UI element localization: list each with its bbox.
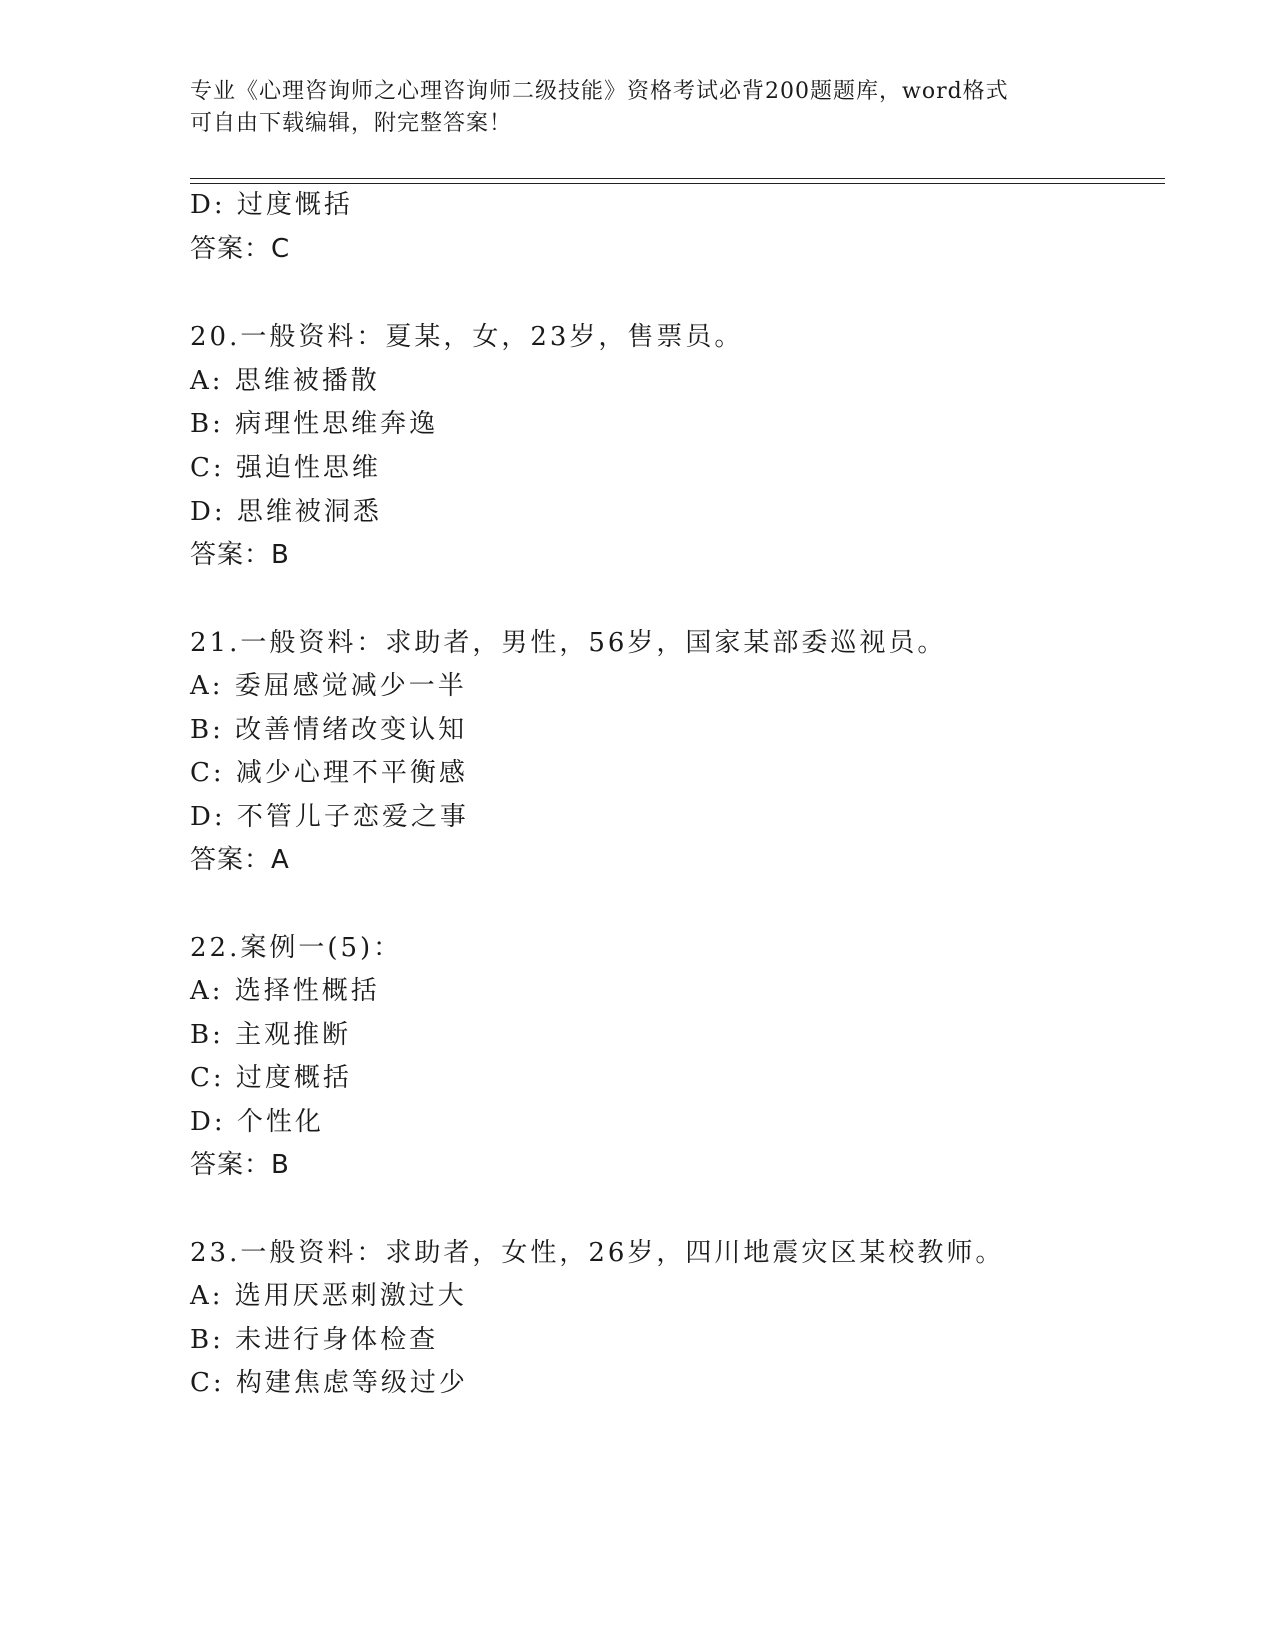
option-b: B: 未进行身体检查 [190, 1325, 439, 1355]
answer-line: 答案：C [190, 234, 291, 264]
option-b: B: 主观推断 [190, 1020, 352, 1050]
option-a: A: 思维被播散 [190, 366, 380, 396]
option-d: D: 思维被洞悉 [190, 497, 382, 527]
option-a: A: 委屈感觉减少一半 [190, 671, 467, 701]
option-c: C: 构建焦虑等级过少 [190, 1368, 468, 1398]
question-stem: 21.一般资料：求助者，男性，56岁，国家某部委巡视员。 [190, 628, 947, 658]
header-divider-top [190, 178, 1165, 179]
answer-line: 答案：B [190, 540, 290, 570]
header-divider-bottom [190, 183, 1165, 184]
option-c: C: 强迫性思维 [190, 453, 381, 483]
option-d: D: 个性化 [190, 1107, 324, 1137]
option-a: A: 选用厌恶刺激过大 [190, 1281, 467, 1311]
answer-line: 答案：A [190, 845, 290, 875]
question-stem: 22.案例一(5)： [190, 933, 403, 963]
question-stem: 23.一般资料：求助者，女性，26岁，四川地震灾区某校教师。 [190, 1238, 1005, 1268]
document-header [190, 76, 1090, 140]
question-stem: 20.一般资料：夏某，女，23岁，售票员。 [190, 322, 744, 352]
option-a: A: 选择性概括 [190, 976, 380, 1006]
option-c: C: 减少心理不平衡感 [190, 758, 468, 788]
option-d: D: 过度慨括 [190, 190, 353, 220]
header-line-2: 可自由下载编辑，附完整答案！ [190, 111, 513, 136]
option-b: B: 改善情绪改变认知 [190, 715, 468, 745]
option-c: C: 过度概括 [190, 1063, 352, 1093]
answer-line: 答案：B [190, 1150, 290, 1180]
option-d: D: 不管儿子恋爱之事 [190, 802, 469, 832]
option-b: B: 病理性思维奔逸 [190, 409, 439, 439]
header-line-1: 专业《心理咨询师之心理咨询师二级技能》资格考试必背200题题库，word格式 [190, 79, 1009, 104]
